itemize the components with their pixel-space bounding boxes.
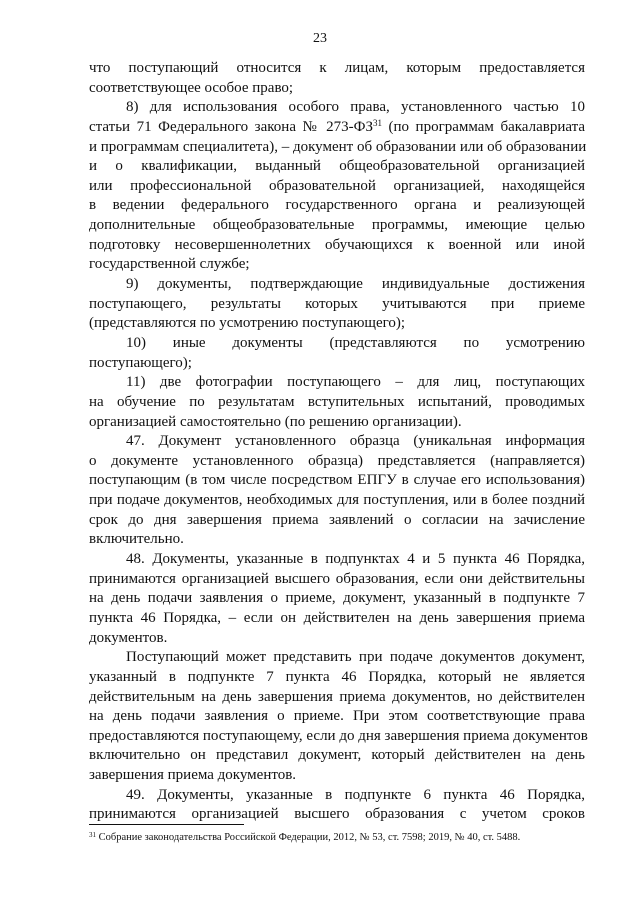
- text-line: указанный в подпункте 7 пункта 46 Порядка, который не является: [89, 668, 585, 685]
- text-line: принимаются организацией высшего образования с учетом сроков: [89, 806, 585, 823]
- text-line: принимаются организацией высшего образования, если они действительны: [89, 570, 585, 587]
- text-fragment: (по программам бакалавриата: [381, 118, 586, 135]
- text-line: 49. Документы, указанные в подпункте 6 пункта 46 Порядка,: [126, 786, 585, 803]
- text-line: организацией самостоятельно (по решению организации).: [89, 413, 462, 430]
- text-line: 8) для использования особого права, установленного частью 10: [126, 99, 585, 116]
- text-line: 9) документы, подтверждающие индивидуальные достижения: [126, 276, 585, 293]
- footnote: [89, 831, 589, 845]
- text-line: на обучение по результатам вступительных испытаний, проводимых: [89, 393, 585, 410]
- footnote-mark: 31: [89, 831, 96, 839]
- text-line: предоставляются поступающему, если до дня завершения приема документов: [89, 727, 588, 744]
- text-line: или профессиональной образовательной организацией, находящейся: [89, 177, 585, 194]
- body-text: [89, 59, 588, 825]
- text-line: подготовку несовершеннолетних обучающихся к военной или иной: [89, 236, 585, 253]
- text-line: завершения приема документов.: [89, 767, 297, 784]
- text-line: и программам специалитета), – документ об образовании или об образовании: [89, 138, 587, 155]
- text-line: Поступающий может представить при подаче документов документ,: [126, 649, 585, 666]
- text-line: на день подачи заявления о приеме, документ, указанный в подпункте 7: [89, 590, 585, 607]
- text-line: и о квалификации, выданный общеобразовательной организацией: [89, 158, 585, 175]
- text-line: 48. Документы, указанные в подпунктах 4 и 5 пункта 46 Порядка,: [126, 551, 585, 568]
- text-line: документов.: [89, 629, 168, 646]
- text-line: при подаче документов, необходимых для поступления, или в более поздний: [89, 492, 585, 509]
- footnote-divider: [89, 824, 244, 825]
- text-line: включительно.: [89, 531, 184, 548]
- text-fragment: статьи 71 Федерального закона № 273-ФЗ: [89, 118, 373, 135]
- text-line: включительно он представил документ, который действителен на день: [89, 747, 585, 764]
- text-line: 10) иные документы (представляются по усмотрению: [126, 334, 585, 351]
- footnote-ref: 31: [372, 117, 382, 128]
- text-line: о документе установленного образца) представляется (направляется): [89, 452, 585, 469]
- text-line: государственной службе;: [89, 256, 250, 273]
- text-line: поступающим (в том числе посредством ЕПГУ в случае его использования): [89, 472, 585, 489]
- text-line: (представляются по усмотрению поступающего);: [89, 315, 406, 332]
- text-line: соответствующее особое право;: [89, 79, 294, 96]
- text-line: дополнительные общеобразовательные программы, имеющие целью: [89, 217, 585, 234]
- text-line-with-footnote-ref: [89, 118, 585, 138]
- text-line: на день подачи заявления о приеме. При этом соответствующие права: [89, 708, 585, 725]
- text-line: 47. Документ установленного образца (уникальная информация: [126, 433, 585, 450]
- text-line: действительным на день завершения приема документов, но действителен: [89, 688, 585, 705]
- text-line: что поступающий относится к лицам, которым предоставляется: [89, 60, 585, 76]
- text-line: поступающего);: [89, 354, 192, 371]
- text-line: 11) две фотографии поступающего – для лиц, поступающих: [126, 374, 585, 391]
- text-line: в ведении федерального государственного органа и реализующей: [89, 197, 585, 214]
- text-line: срок до дня завершения приема заявлений о согласии на зачисление: [89, 511, 585, 528]
- text-line: поступающего, результаты которых учитываются при приеме: [89, 295, 585, 312]
- page-number: 23: [313, 31, 327, 46]
- footnote-text: Собрание законодательства Российской Федерации, 2012, № 53, ст. 7598; 2019, № 40, ст. 5488.: [96, 832, 521, 843]
- text-line: пункта 46 Порядка, – если он действителен на день завершения приема: [89, 609, 585, 626]
